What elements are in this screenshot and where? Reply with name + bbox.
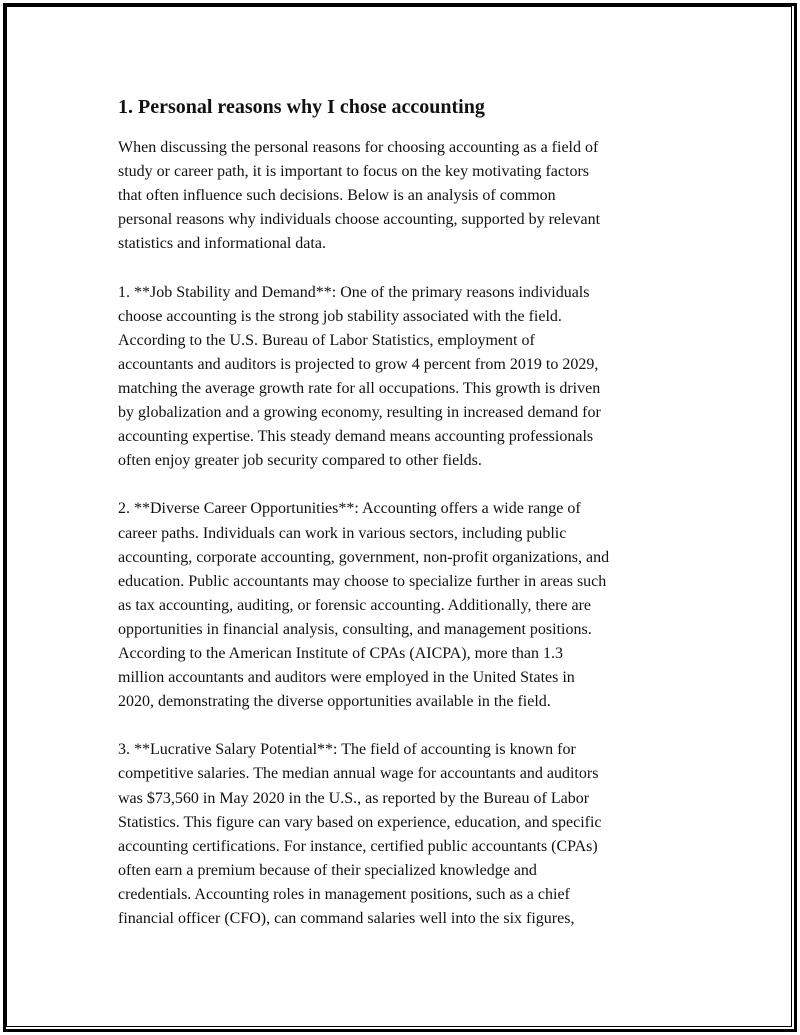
document-body [118, 94, 690, 955]
paragraph-career-opportunities: 2. **Diverse Career Opportunities**: Accounting offers a wide range of career paths. Individuals can work in various sectors, including public accounting, corporate accounting, government, non-profit organizations, and education. Public accountants may choose to specialize further in areas such as tax accounting, auditing, or forensic accounting. Additionally, there are opportunities in financial analysis, consulting, and management positions. According to the American Institute of CPAs (AICPA), more than 1.3 million accountants and auditors were employed in the United States in 2020, demonstrating the diverse opportunities available in the field. [118, 500, 610, 711]
paragraph-salary-potential: 3. **Lucrative Salary Potential**: The field of accounting is known for competitive salaries. The median annual wage for accountants and auditors was $73,560 in May 2020 in the U.S., as reported by the Bureau of Labor Statistics. This figure can vary based on experience, education, and specific accounting certifications. For instance, certified public accountants (CPAs) often earn a premium because of their specialized knowledge and credentials. Accounting roles in management positions, such as a chief financial officer (CFO), can command salaries well into the six figures, [118, 741, 602, 927]
document-title: 1. Personal reasons why I chose accounting [118, 96, 485, 118]
paragraph-job-stability: 1. **Job Stability and Demand**: One of the primary reasons individuals choose accounting is the strong job stability associated with the field. According to the U.S. Bureau of Labor Statistics, employment of accountants and auditors is projected to grow 4 percent from 2019 to 2029, matching the average growth rate for all occupations. This growth is driven by globalization and a growing economy, resulting in increased demand for accounting expertise. This steady demand means accounting professionals often enjoy greater job security compared to other fields. [118, 283, 601, 470]
intro-paragraph: When discussing the personal reasons for choosing accounting as a field of study or career path, it is important to focus on the key motivating factors that often influence such decisions. Below is an analysis of common personal reasons why individuals choose accounting, supported by relevant statistics and informational data. [118, 139, 601, 253]
